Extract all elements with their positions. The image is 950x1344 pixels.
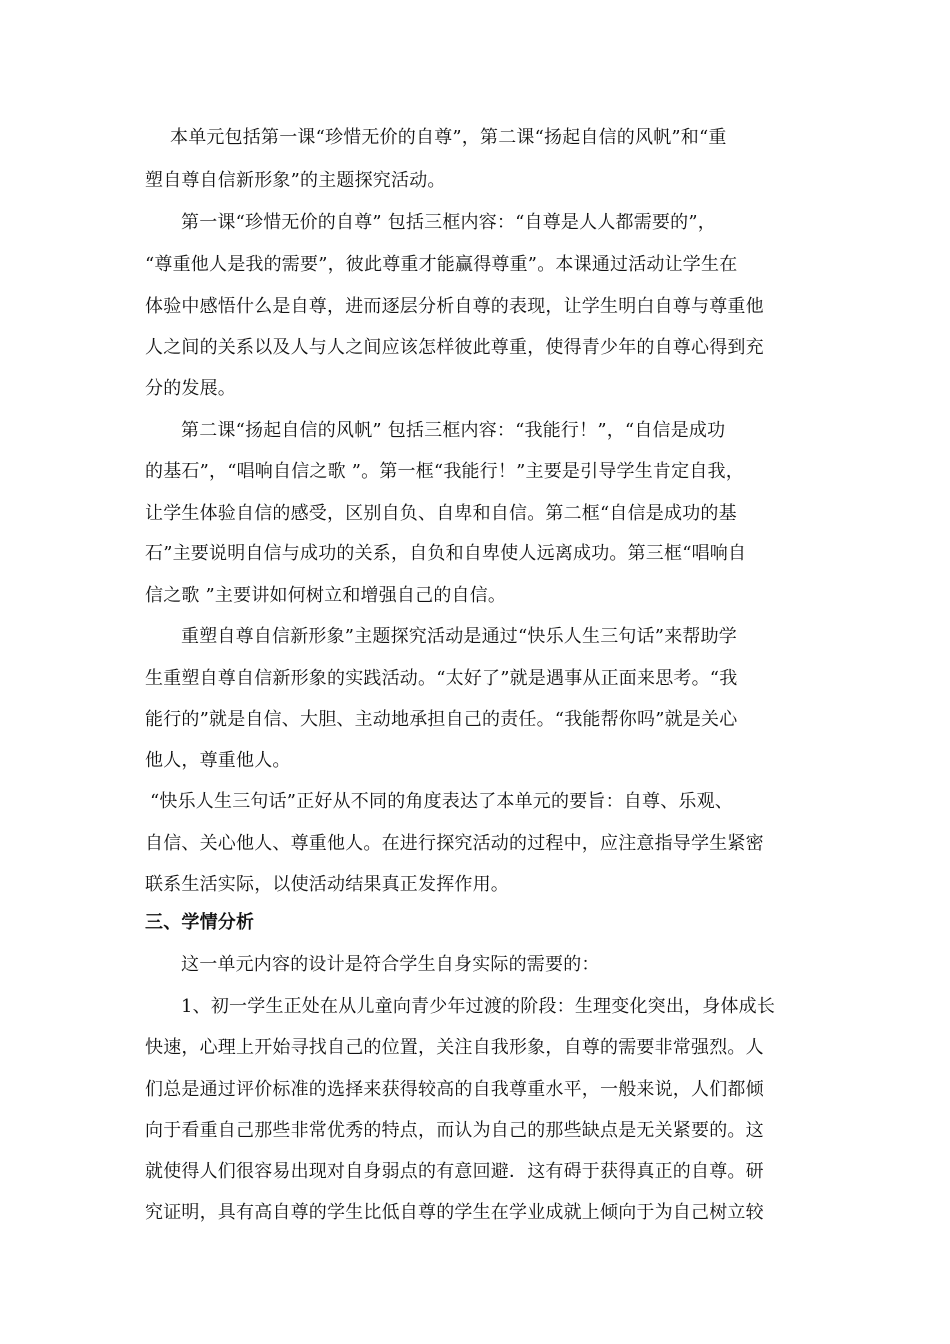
text-line: 生重塑自尊自信新形象的实践活动。“太好了”就是遇事从正面来思考。“我 (145, 668, 738, 689)
text-line: “快乐人生三句话”正好从不同的角度表达了本单元的要旨：自尊、乐观、 (150, 791, 734, 812)
text-line: 第一课“珍惜无价的自尊” 包括三框内容：“自尊是人人都需要的”， (181, 212, 716, 233)
text-line: 体验中感悟什么是自尊，进而逐层分析自尊的表现，让学生明白自尊与尊重他 (145, 296, 764, 317)
text-line: 们总是通过评价标准的选择来获得较高的自我尊重水平，一般来说，人们都倾 (145, 1079, 764, 1100)
text-line: 本单元包括第一课“珍惜无价的自尊”，第二课“扬起自信的风帆”和“重 (170, 127, 727, 148)
text-line: 究证明，具有高自尊的学生比低自尊的学生在学业成就上倾向于为自己树立较 (145, 1202, 764, 1223)
text-line: 自信、关心他人、尊重他人。在进行探究活动的过程中，应注意指导学生紧密 (145, 833, 764, 854)
text-line: 能行的”就是自信、大胆、主动地承担自己的责任。“我能帮你吗”就是关心 (145, 709, 738, 730)
text-line: 石”主要说明自信与成功的关系，自负和自卑使人远离成功。第三框“唱响自 (145, 543, 747, 564)
text-line: 这一单元内容的设计是符合学生自身实际的需要的： (181, 954, 600, 975)
text-line: 分的发展。 (145, 378, 236, 399)
text-line: 向于看重自己那些非常优秀的特点，而认为自己的那些缺点是无关紧要的。这 (145, 1120, 764, 1141)
text-line: 快速，心理上开始寻找自己的位置，关注自我形象，自尊的需要非常强烈。人 (145, 1037, 764, 1058)
text-line: 让学生体验自信的感受，区别自负、自卑和自信。第二框“自信是成功的基 (145, 503, 737, 524)
text-line: 的基石”，“唱响自信之歌 ”。第一框“我能行！”主要是引导学生肯定自我， (145, 461, 744, 482)
text-line: 人之间的关系以及人与人之间应该怎样彼此尊重，使得青少年的自尊心得到充 (145, 337, 764, 358)
text-line: 1、初一学生正处在从儿童向青少年过渡的阶段：生理变化突出，身体成长 (181, 996, 776, 1017)
text-line: 信之歌 ”主要讲如何树立和增强自己的自信。 (145, 585, 507, 606)
text-line: “尊重他人是我的需要”，彼此尊重才能赢得尊重”。本课通过活动让学生在 (145, 254, 738, 275)
text-line: 就使得人们很容易出现对自身弱点的有意回避．这有碍于获得真正的自尊。研 (145, 1161, 764, 1182)
text-line: 他人，尊重他人。 (145, 750, 291, 771)
text-line: 第二课“扬起自信的风帆” 包括三框内容：“我能行！”，“自信是成功 (181, 420, 726, 441)
text-line: 重塑自尊自信新形象”主题探究活动是通过“快乐人生三句话”来帮助学 (181, 626, 738, 647)
text-line: 塑自尊自信新形象”的主题探究活动。 (145, 170, 446, 191)
text-line: 联系生活实际，以使活动结果真正发挥作用。 (145, 874, 509, 895)
section-heading: 三、学情分析 (145, 912, 255, 933)
